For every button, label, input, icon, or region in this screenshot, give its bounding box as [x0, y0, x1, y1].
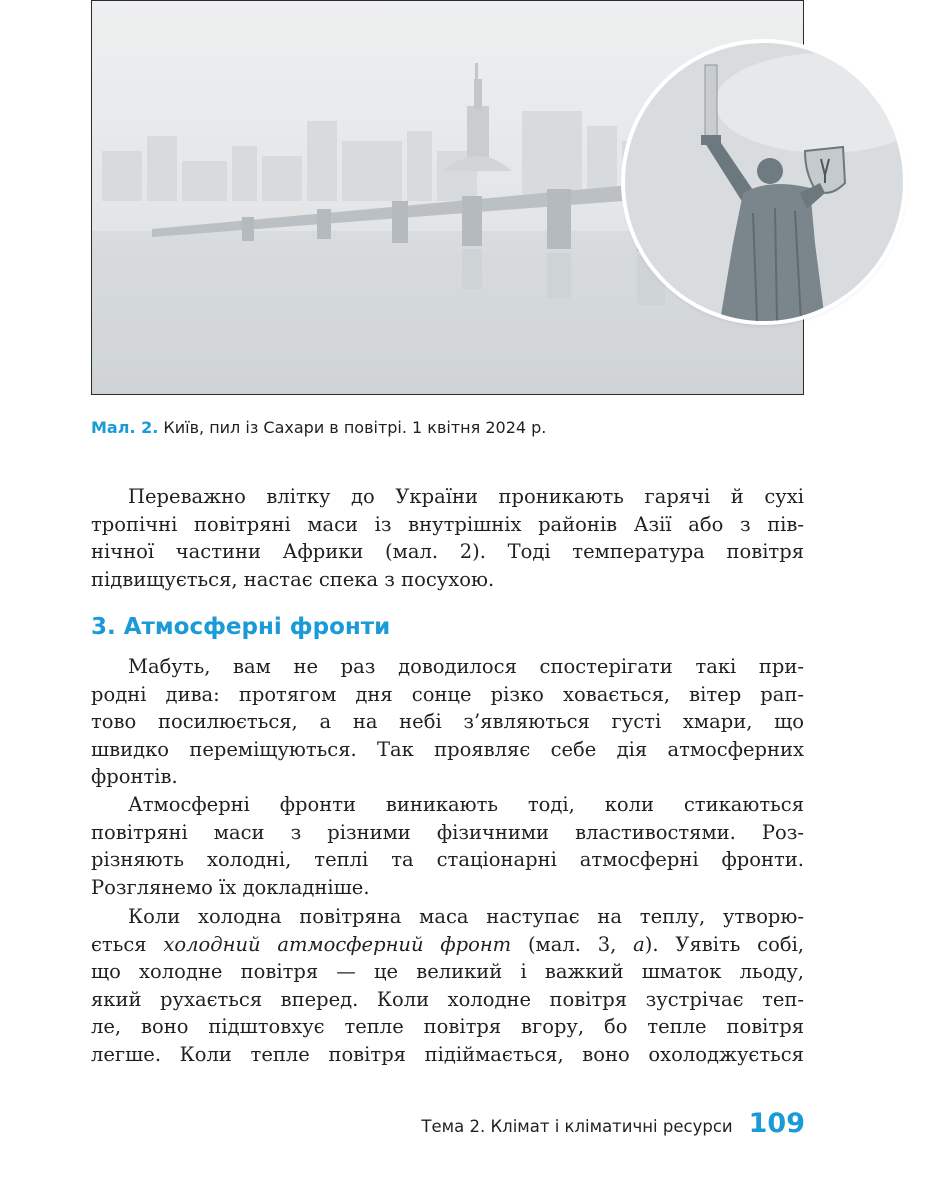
text-fragment: ється	[91, 932, 164, 956]
section-heading: 3. Атмосферні фронти	[91, 614, 391, 640]
text-line: нічної частини Африки (мал. 2). Тоді температура повітря	[91, 540, 804, 564]
text-line: тово посилюється, а на небі з’являються густі хмари, що	[91, 710, 804, 734]
text-line: Мабуть, вам не раз доводилося спостерігати такі при-	[128, 655, 804, 678]
figure-caption	[91, 418, 546, 437]
motherland-monument-inset	[625, 43, 903, 321]
text-line: легше. Коли тепле повітря підіймається, воно охолоджується	[91, 1042, 804, 1066]
text-line: фронтів.	[91, 765, 178, 789]
page-footer	[421, 1108, 805, 1139]
text-line	[54, 931, 804, 959]
text-line: Розглянемо їх докладніше.	[91, 875, 370, 899]
figure-caption-text: Київ, пил із Сахари в повітрі. 1 квітня 2024 р.	[163, 418, 547, 437]
text-line: тропічні повітряні маси із внутрішніх районів Азії або з пів-	[91, 512, 804, 536]
figure-label: Мал. 2.	[91, 418, 159, 437]
text-line: Коли холодна повітряна маса наступає на теплу, утворю-	[128, 905, 804, 928]
text-line: повітряні маси з різними фізичними властивостями. Роз-	[91, 820, 804, 844]
section-paragraph-1	[91, 653, 804, 791]
text-line: Переважно влітку до України проникають гарячі й сухі	[128, 485, 804, 508]
text-line: Атмосферні фронти виникають тоді, коли стикаються	[128, 793, 804, 816]
text-line: ле, воно підштовхує тепле повітря вгору, бо тепле повітря	[91, 1015, 804, 1039]
section-paragraph-2	[91, 791, 804, 901]
text-line: який рухається вперед. Коли холодне повітря зустрічає теп-	[91, 987, 804, 1011]
text-line: родні дива: протягом дня сонце різко ховається, вітер рап-	[91, 682, 804, 706]
text-line: швидко переміщуються. Так проявляє себе дія атмосферних	[91, 737, 804, 761]
text-line: різняють холодні, теплі та стаціонарні атмосферні фронти.	[91, 848, 804, 872]
figure-letter: а	[633, 932, 645, 956]
motherland-monument-illustration	[625, 43, 903, 321]
intro-paragraph	[91, 483, 804, 593]
term-cold-front: холодний атмосферний фронт	[163, 932, 512, 956]
text-fragment: ). Уявіть собі,	[644, 932, 805, 956]
footer-topic: Тема 2. Клімат і кліматичні ресурси	[421, 1117, 733, 1136]
text-line: що холодне повітря — це великий і важкий шматок льоду,	[91, 960, 804, 984]
page-number: 109	[748, 1108, 805, 1139]
text-line: підвищується, настає спека з посухою.	[91, 567, 495, 591]
text-fragment: (мал. 3,	[511, 932, 634, 956]
section-paragraph-3	[91, 903, 804, 1069]
